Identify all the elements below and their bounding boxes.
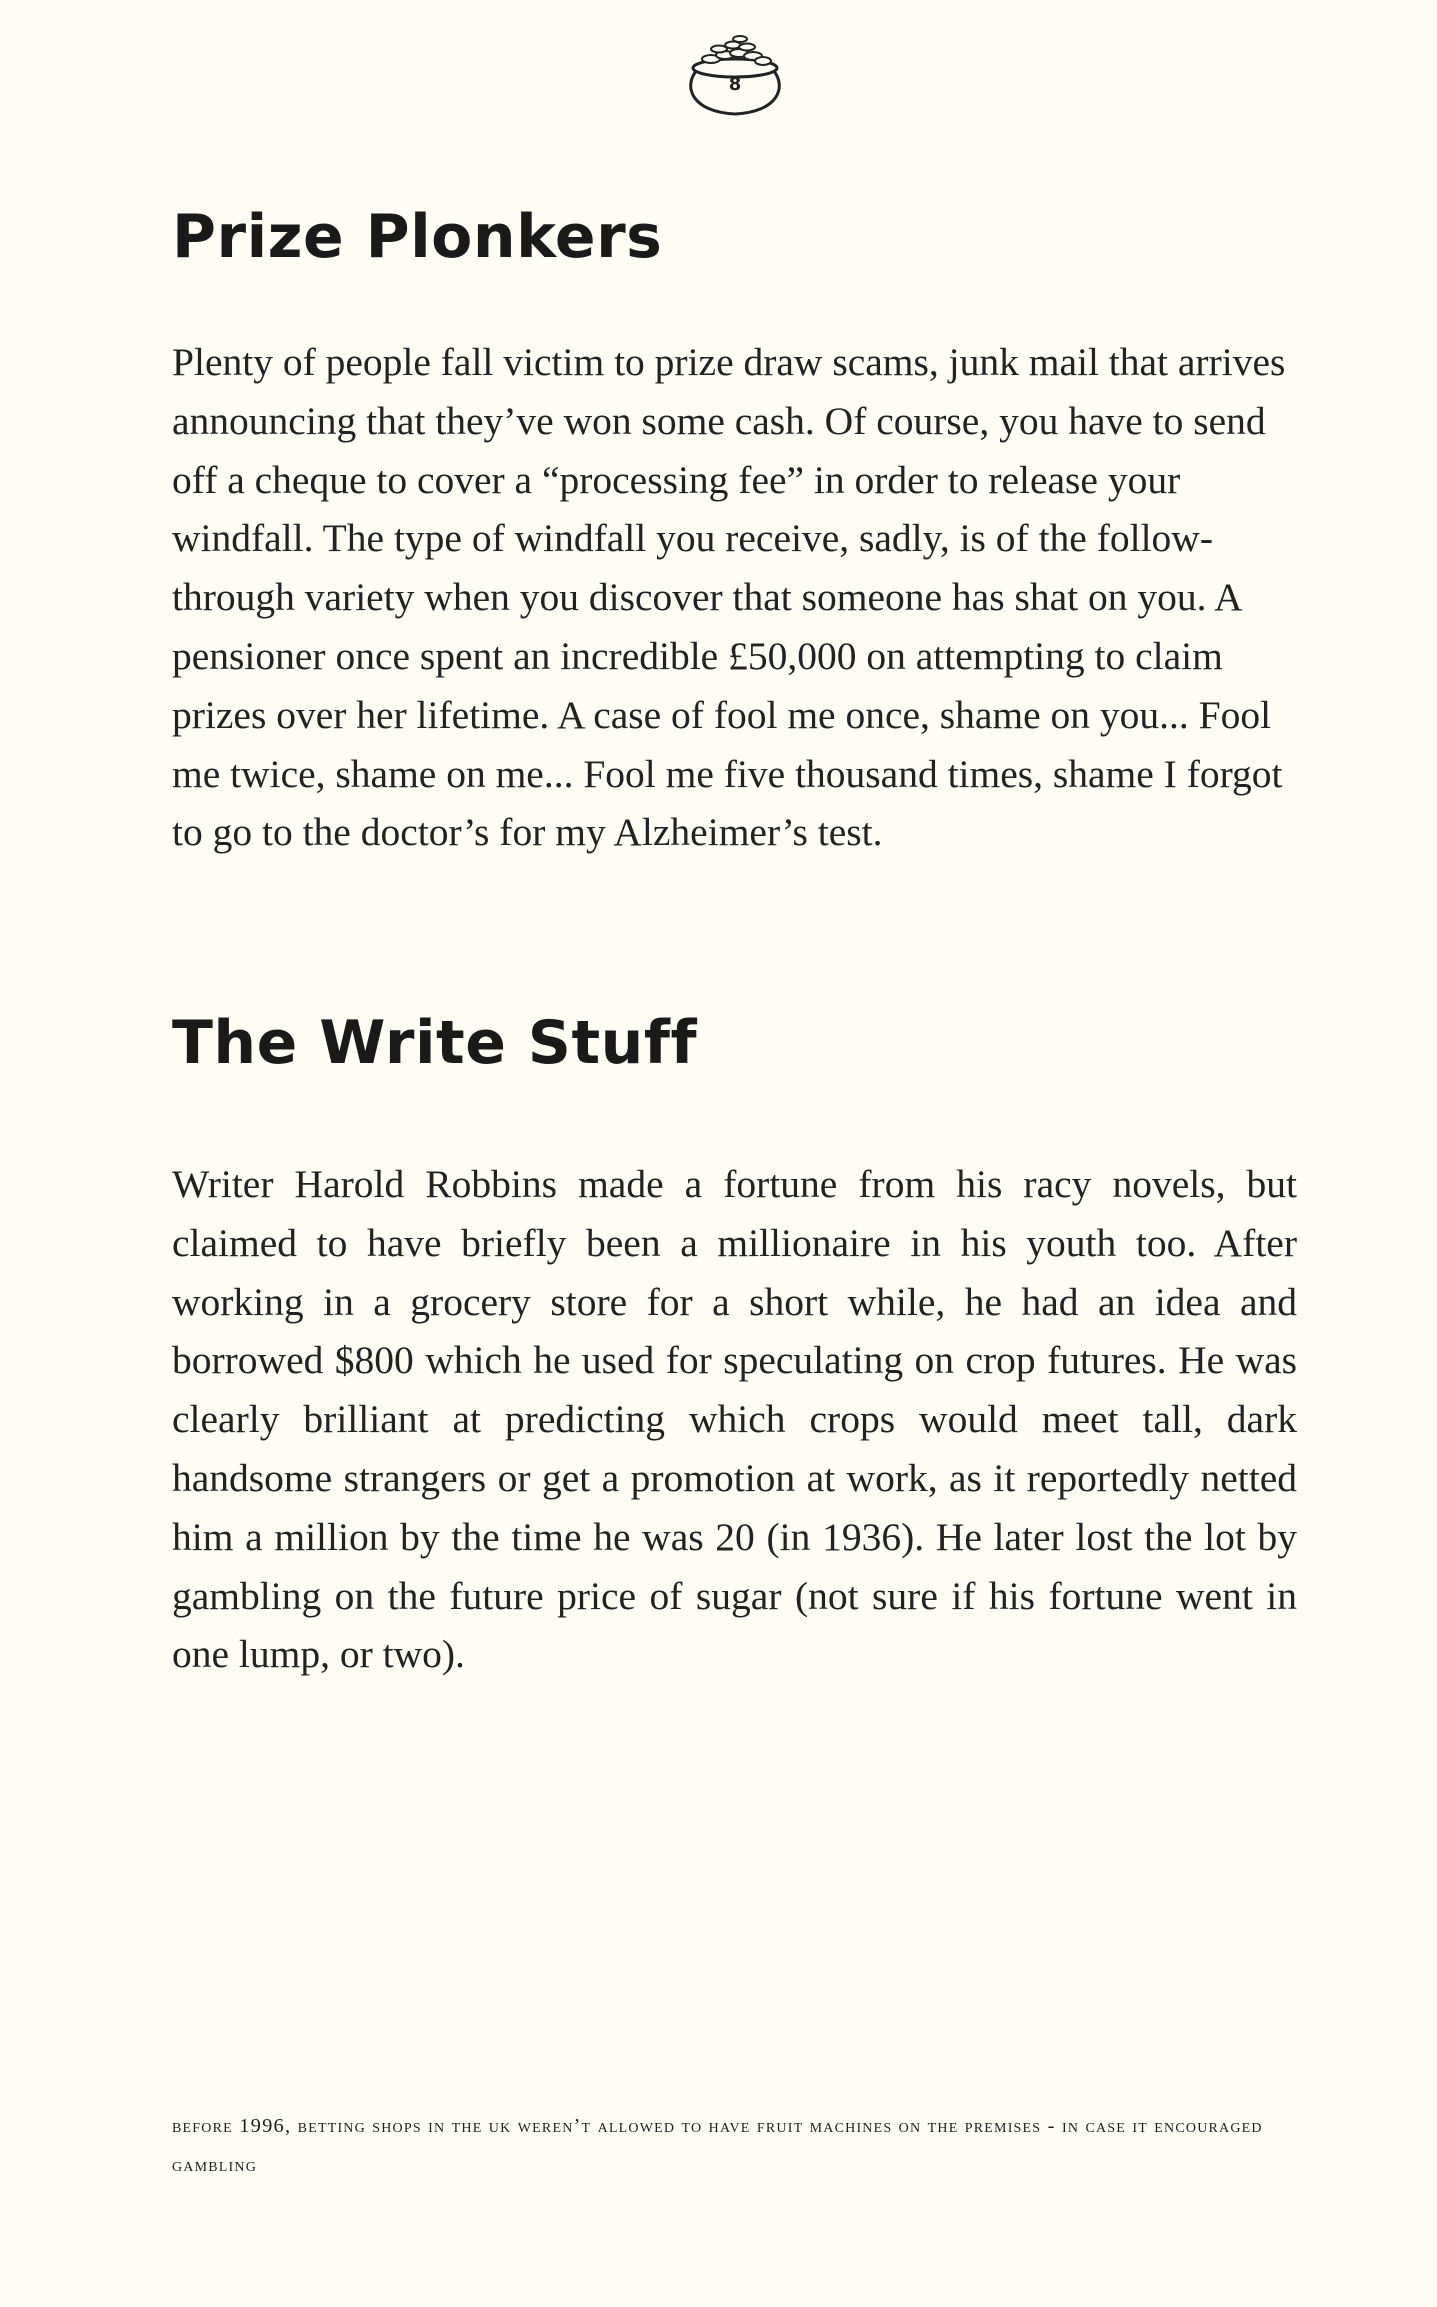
section-body-the-write-stuff: Writer Harold Robbins made a fortune from his racy novels, but claimed to have briefly been a millionaire in his youth too. After working in a grocery store for a short while, he had an idea and borrowed $800 which he used for speculating on crop futures. He was clearly brilliant at predicting which crops would meet tall, dark handsome strangers or get a promotion at work, as it reportedly netted him a million by the time he was 20 (in 1936). He later lost the lot by gambling on the future price of sugar (not sure if his fortune went in one lump, or two). — [172, 1162, 1297, 1677]
page-number: 8 — [728, 74, 742, 95]
pot-of-coins-icon — [675, 28, 795, 118]
section-body-prize-plonkers: Plenty of people fall victim to prize draw scams, junk mail that arrives announcing that they’ve won some cash. Of course, you have to send off a cheque to cover a “processing fee” in order to release your windfall. The type of windfall you receive, sadly, is of the follow-through variety when you discover that someone has shat on you. A pensioner once spent an incredible £50,000 on attempting to claim prizes over her lifetime. A case of fool me once, shame on you... Fool me twice, shame on me... Fool me five thousand times, shame I forgot to go to the doctor’s for my Alzheimer’s test. — [172, 340, 1286, 855]
section-heading-prize-plonkers: Prize Plonkers — [172, 202, 663, 272]
page-number-badge — [675, 28, 795, 118]
section-heading-the-write-stuff: The Write Stuff — [172, 1008, 698, 1078]
footer-fact: before 1996, betting shops in the uk weren’t allowed to have fruit machines on the premises - in case it encouraged gambling — [172, 2115, 1263, 2176]
